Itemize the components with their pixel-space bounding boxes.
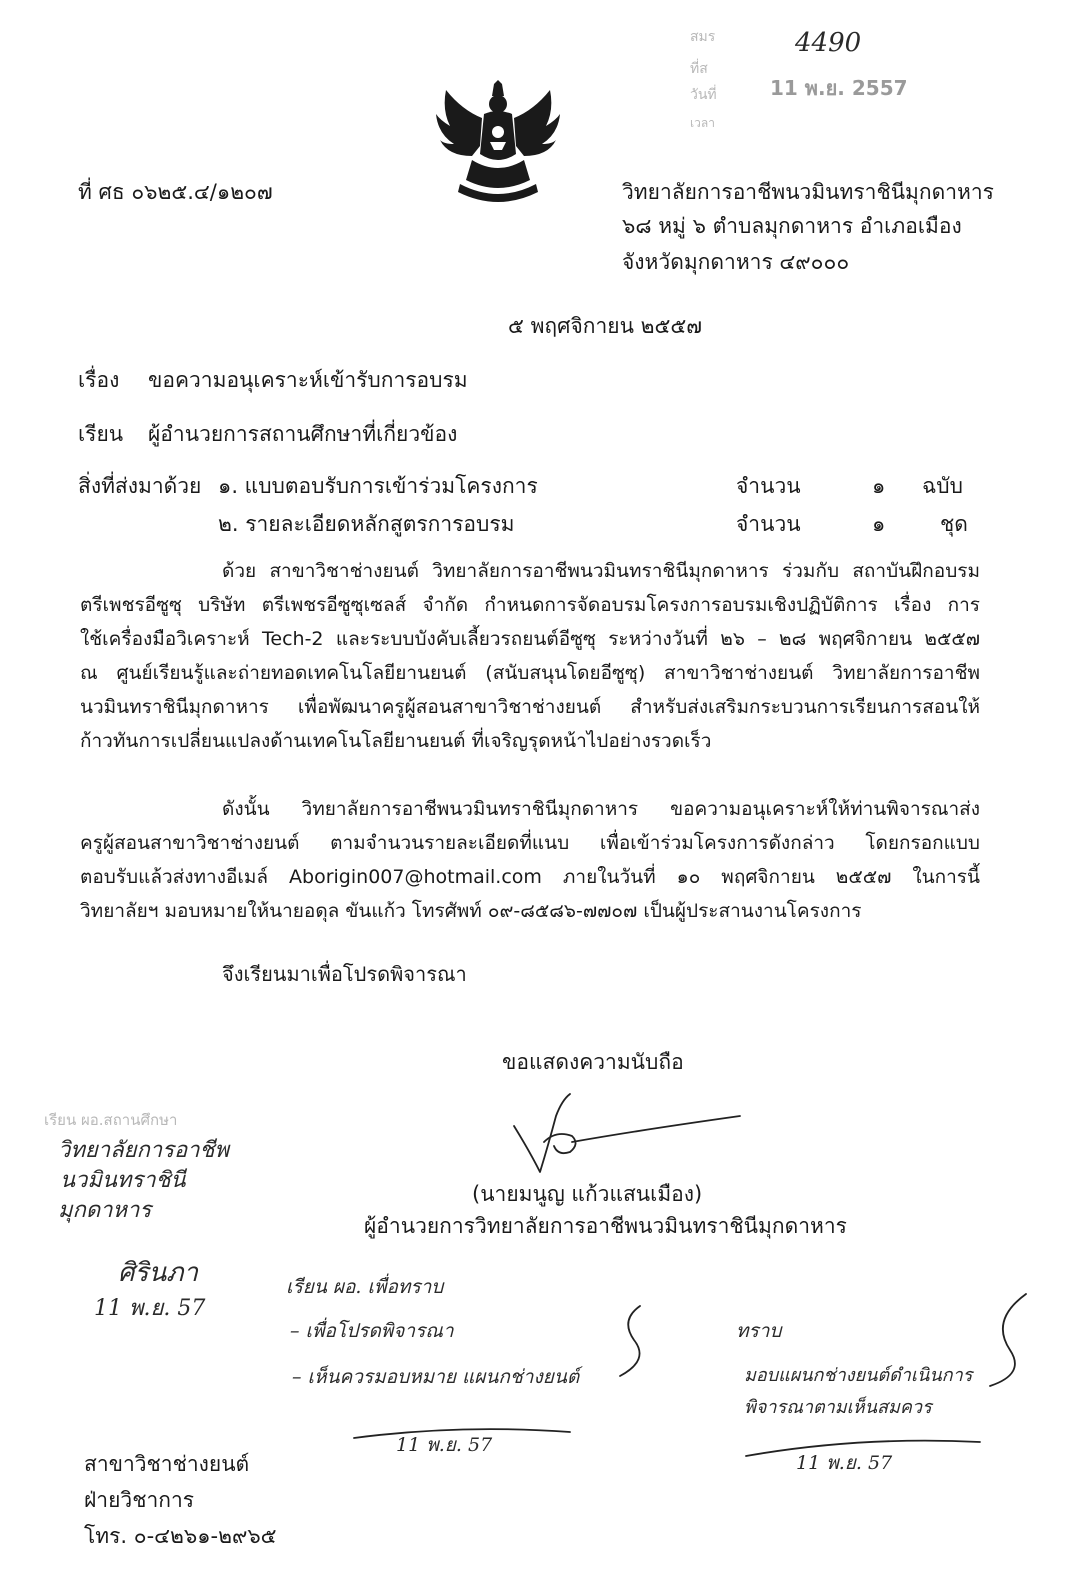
body-line: นวมินทราชินีมุกดาหาร เพื่อพัฒนาครูผู้สอนสาขาวิชาช่างยนต์ สำหรับส่งเสริมกระบวนการเรียนการสอนให้ xyxy=(80,696,980,718)
handwritten-date: 11 พ.ย. 57 xyxy=(396,1434,493,1456)
handwritten-note-line: เรียน ผอ. เพื่อทราบ xyxy=(286,1276,444,1298)
handwritten-date: 11 พ.ย. 57 xyxy=(796,1452,893,1474)
handwritten-note-line: วิทยาลัยการอาชีพ xyxy=(58,1138,229,1163)
body-line: วิทยาลัยฯ มอบหมายให้นายอดุล ขันแก้ว โทรศัพท์ ๐๙-๘๕๘๖-๗๗๐๗ เป็นผู้ประสานงานโครงการ xyxy=(80,900,862,922)
body-line: ตรีเพชรอีซูซุ บริษัท ตรีเพชรอีซูซุเซลส์ จำกัด กำหนดการจัดอบรมโครงการอบรมเชิงปฏิบัติการ เรื่อง การ xyxy=(80,594,980,616)
enclosure-item: ๒. รายละเอียดหลักสูตรการอบรม xyxy=(218,512,515,536)
reference-number: ที่ ศธ ๐๖๒๕.๔/๑๒๐๗ xyxy=(78,180,273,204)
address-line-1: ๖๘ หมู่ ๖ ตำบลมุกดาหาร อำเภอเมือง xyxy=(622,214,962,238)
handwritten-flourish xyxy=(960,1290,1040,1390)
body-line: ครูผู้สอนสาขาวิชาช่างยนต์ ตามจำนวนรายละเอียดที่แนบ เพื่อเข้าร่วมโครงการดังกล่าว โดยกรอกแบบ xyxy=(80,832,980,854)
handwritten-signature: ศิรินภา xyxy=(118,1258,198,1288)
receipt-stamp xyxy=(690,22,930,132)
enclosures-label: สิ่งที่ส่งมาด้วย xyxy=(78,474,202,498)
handwritten-note-line: พิจารณาตามเห็นสมควร xyxy=(744,1397,932,1418)
director-signature xyxy=(500,1086,750,1176)
enclosure-unit: ชุด xyxy=(940,512,968,536)
body-line: ณ ศูนย์เรียนรู้และถ่ายทอดเทคโนโลยียานยนต์ (สนับสนุนโดยอีซูซุ) สาขาวิชาช่างยนต์ วิทยาลัยการอาชีพ xyxy=(80,662,980,684)
body-line: ใช้เครื่องมือวิเคราะห์ Tech-2 และระบบบังคับเลี้ยวรถยนต์อีซูซุ ระหว่างวันที่ ๒๖ – ๒๘ พฤศจิกายน ๒๕๕๗ xyxy=(80,628,980,650)
body-line: ด้วย สาขาวิชาช่างยนต์ วิทยาลัยการอาชีพนวมินทราชินีมุกดาหาร ร่วมกับ สถาบันฝึกอบรม xyxy=(222,560,980,582)
subject-label: เรื่อง xyxy=(78,368,120,392)
body-paragraph-2 xyxy=(80,792,980,928)
enclosure-item: ๑. แบบตอบรับการเข้าร่วมโครงการ xyxy=(218,474,538,498)
garuda-emblem-icon xyxy=(432,80,564,210)
salutation-label: เรียน xyxy=(78,422,124,446)
handwritten-date: 11 พ.ย. 57 xyxy=(94,1296,206,1321)
enclosure-unit: ฉบับ xyxy=(922,474,963,498)
handwritten-note-line: ทราบ xyxy=(736,1320,782,1342)
stamp-label-2: ที่ส xyxy=(690,61,708,77)
handwritten-note-line: มุกดาหาร xyxy=(58,1198,152,1223)
signatory-position: ผู้อำนวยการวิทยาลัยการอาชีพนวมินทราชินีมุกดาหาร xyxy=(364,1214,847,1238)
body-line: ก้าวทันการเปลี่ยนแปลงด้านเทคโนโลยียานยนต์ ที่เจริญรุดหน้าไปอย่างรวดเร็ว xyxy=(80,730,712,752)
salutation-text: ผู้อำนวยการสถานศึกษาที่เกี่ยวข้อง xyxy=(148,422,458,446)
stamp-label-4: เวลา xyxy=(690,116,715,130)
signatory-name: (นายมนูญ แก้วแสนเมือง) xyxy=(472,1182,703,1206)
stamp-label-1: สมร xyxy=(690,29,716,45)
body-line: ตอบรับแล้วส่งทางอีเมล์ Aborigin007@hotmail.com ภายในวันที่ ๑๐ พฤศจิกายน ๒๕๕๗ ในการนี้ xyxy=(80,866,980,888)
subject-text: ขอความอนุเคราะห์เข้ารับการอบรม xyxy=(148,368,468,392)
body-paragraph-1 xyxy=(80,554,980,758)
address-line-2: จังหวัดมุกดาหาร ๔๙๐๐๐ xyxy=(622,250,850,274)
enclosure-qty-label: จำนวน xyxy=(736,512,801,536)
signature-regards: ขอแสดงความนับถือ xyxy=(502,1050,684,1074)
handwritten-note-line: นวมินทราชินี xyxy=(60,1168,186,1193)
handwritten-flourish xyxy=(600,1300,670,1380)
handwritten-note-line: – เพื่อโปรดพิจารณา xyxy=(290,1320,454,1342)
enclosure-qty: ๑ xyxy=(872,512,886,536)
footer-phone: โทร. ๐-๔๒๖๑-๒๙๖๕ xyxy=(84,1524,277,1548)
institution-name: วิทยาลัยการอาชีพนวมินทราชินีมุกดาหาร xyxy=(622,180,994,204)
letter-date: ๕ พฤศจิกายน ๒๕๕๗ xyxy=(508,314,703,338)
enclosure-qty-label: จำนวน xyxy=(736,474,801,498)
enclosure-qty: ๑ xyxy=(872,474,886,498)
handwritten-note-line: มอบแผนกช่างยนต์ดำเนินการ xyxy=(744,1365,973,1386)
body-line: ดังนั้น วิทยาลัยการอาชีพนวมินทราชินีมุกดาหาร ขอความอนุเคราะห์ให้ท่านพิจารณาส่ง xyxy=(222,798,980,820)
closing-line: จึงเรียนมาเพื่อโปรดพิจารณา xyxy=(222,962,467,986)
handwritten-faint-line: เรียน ผอ.สถานศึกษา xyxy=(44,1111,178,1129)
stamp-number: 4490 xyxy=(795,28,862,58)
footer-department: สาขาวิชาช่างยนต์ xyxy=(84,1452,250,1476)
footer-division: ฝ่ายวิชาการ xyxy=(84,1488,195,1512)
stamp-date: 11 พ.ย. 2557 xyxy=(770,76,908,100)
stamp-label-3: วันที่ xyxy=(690,87,717,103)
handwritten-note-line: – เห็นควรมอบหมาย แผนกช่างยนต์ xyxy=(292,1366,580,1388)
